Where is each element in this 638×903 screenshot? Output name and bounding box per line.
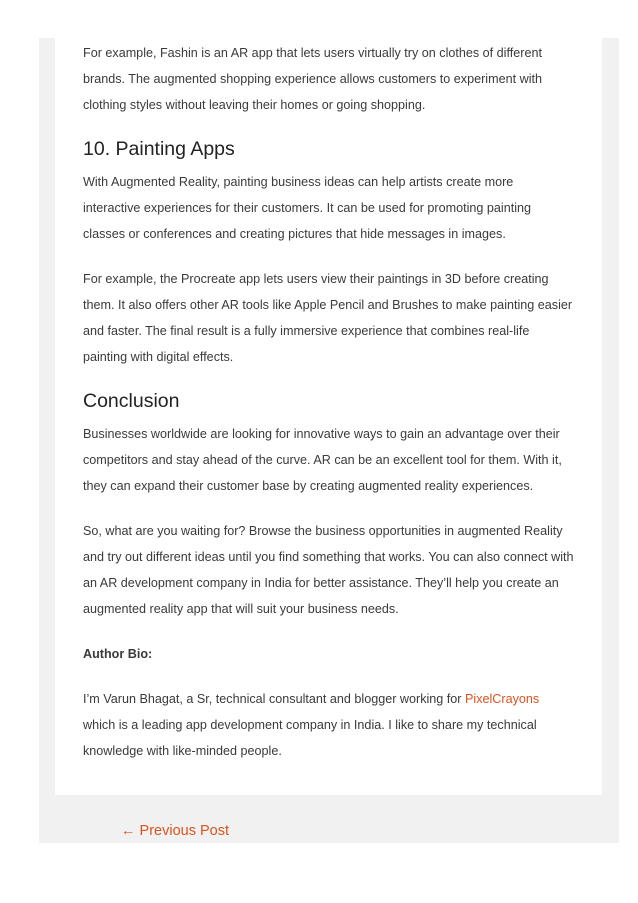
- painting-paragraph-1: With Augmented Reality, painting business ideas can help artists create more interactive experiences for their customers. It can be used for promoting painting classes or conferences and creating pictures that hide messages in images.: [83, 175, 532, 241]
- author-bio-text-end: which is a leading app development company in India. I like to share my technical knowledge with like-minded people.: [83, 718, 537, 758]
- section-heading-conclusion: Conclusion: [83, 390, 180, 412]
- author-bio-text-start: I’m Varun Bhagat, a Sr, technical consultant and blogger working for: [83, 692, 465, 706]
- section-heading-painting-apps: 10. Painting Apps: [83, 138, 235, 160]
- author-bio-text: [83, 686, 574, 764]
- conclusion-paragraph-2: So, what are you waiting for? Browse the business opportunities in augmented Reality and try out different ideas until you find something that works. You can also connect with an AR development company in India for better assistance. They’ll help you create an augmented reality app that will suit your business needs.: [83, 524, 574, 616]
- article-content: [55, 38, 602, 795]
- painting-paragraph-2: For example, the Procreate app lets users view their paintings in 3D before creating them. It also offers other AR tools like Apple Pencil and Brushes to make painting easier and faster. The final result is a fully immersive experience that combines real-life painting with digital effects.: [83, 272, 573, 364]
- previous-post-link[interactable]: ← Previous Post: [121, 823, 229, 839]
- conclusion-paragraph-1: Businesses worldwide are looking for innovative ways to gain an advantage over their competitors and stay ahead of the curve. AR can be an excellent tool for them. With it, they can expand their customer base by creating augmented reality experiences.: [83, 427, 562, 493]
- pixelcrayons-link[interactable]: PixelCrayons: [465, 692, 540, 706]
- intro-paragraph: For example, Fashin is an AR app that lets users virtually try on clothes of different brands. The augmented shopping experience allows customers to experiment with clothing styles without leaving their homes or going shopping.: [83, 46, 542, 112]
- author-bio-label: Author Bio:: [83, 647, 153, 661]
